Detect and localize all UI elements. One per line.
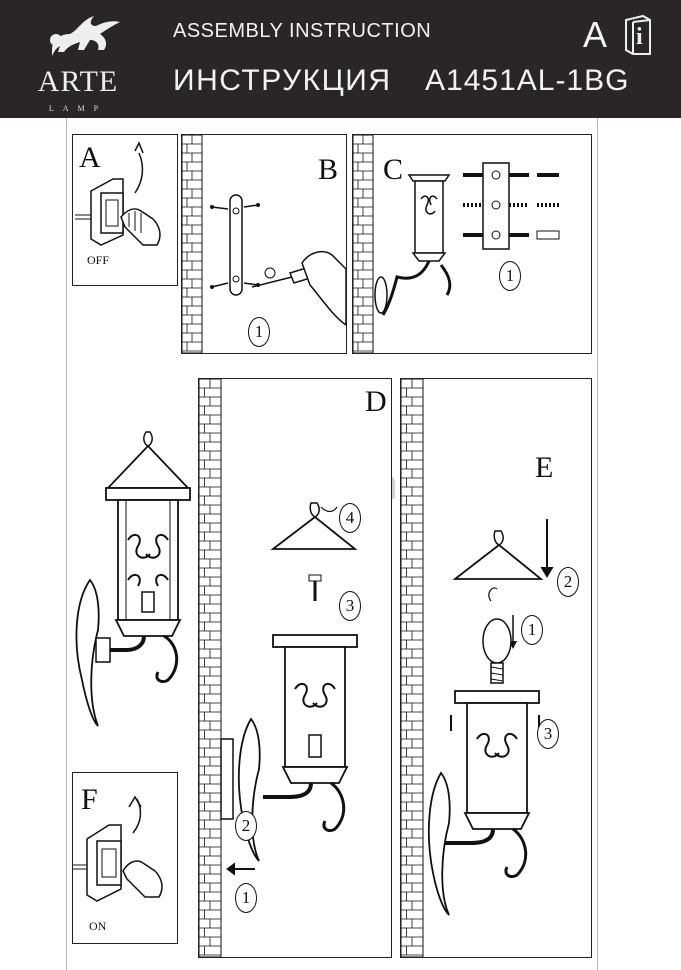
step-c-number-1: 1 — [499, 261, 521, 291]
title-english: ASSEMBLY INSTRUCTION — [173, 20, 432, 42]
step-f-caption: ON — [89, 919, 107, 933]
brand-logo — [22, 10, 132, 113]
step-a-caption: OFF — [87, 253, 110, 267]
hand-icon — [123, 861, 162, 897]
lamp-cap — [455, 531, 541, 579]
title-russian: ИНСТРУКЦИЯ — [173, 64, 392, 97]
switch-icon — [75, 179, 123, 245]
step-e-label: E — [535, 451, 554, 484]
corner-letter: A — [583, 14, 608, 55]
terminal-block — [463, 163, 559, 249]
arrow-icon — [135, 153, 142, 193]
step-c-panel — [352, 134, 592, 354]
header — [0, 0, 681, 118]
lamp-icon — [429, 691, 539, 915]
info-book-icon — [623, 14, 653, 56]
hand-icon — [121, 209, 160, 245]
step-e-number-2: 2 — [557, 567, 579, 597]
brick-wall — [182, 135, 202, 353]
step-b-panel — [181, 134, 347, 354]
bracket-plate — [210, 195, 260, 295]
step-f-label: F — [81, 783, 98, 816]
step-a-label: A — [79, 141, 101, 174]
lamp-icon — [68, 430, 198, 730]
lion-logo-icon — [34, 10, 124, 66]
info-glyph: i — [636, 24, 643, 50]
assembly-d-illustration — [199, 379, 391, 957]
step-d-number-1: 1 — [235, 883, 257, 913]
step-d-number-4: 4 — [339, 503, 361, 533]
step-d-number-2: 2 — [235, 811, 257, 841]
step-e-number-3: 3 — [537, 719, 559, 749]
model-number: A1451AL-1BG — [425, 64, 630, 97]
step-d-number-3: 3 — [339, 591, 361, 621]
step-e-number-1: 1 — [521, 615, 543, 645]
brand-subtitle: LAMP — [48, 104, 108, 113]
bulb-icon — [483, 588, 511, 683]
step-c-label: C — [383, 153, 404, 186]
step-e-panel — [400, 378, 592, 958]
step-a-panel — [72, 134, 178, 286]
assembly-e-illustration — [401, 379, 591, 957]
step-f-panel — [72, 772, 178, 944]
step-d-label: D — [365, 385, 387, 418]
screw — [309, 575, 321, 601]
step-b-label: B — [318, 153, 339, 186]
step-b-number-1: 1 — [248, 317, 270, 347]
brand-name: ARTE — [37, 65, 119, 98]
switch-icon — [73, 825, 121, 901]
lamp-icon — [375, 175, 450, 315]
step-d-panel — [198, 378, 392, 958]
hand-icon — [302, 252, 346, 325]
